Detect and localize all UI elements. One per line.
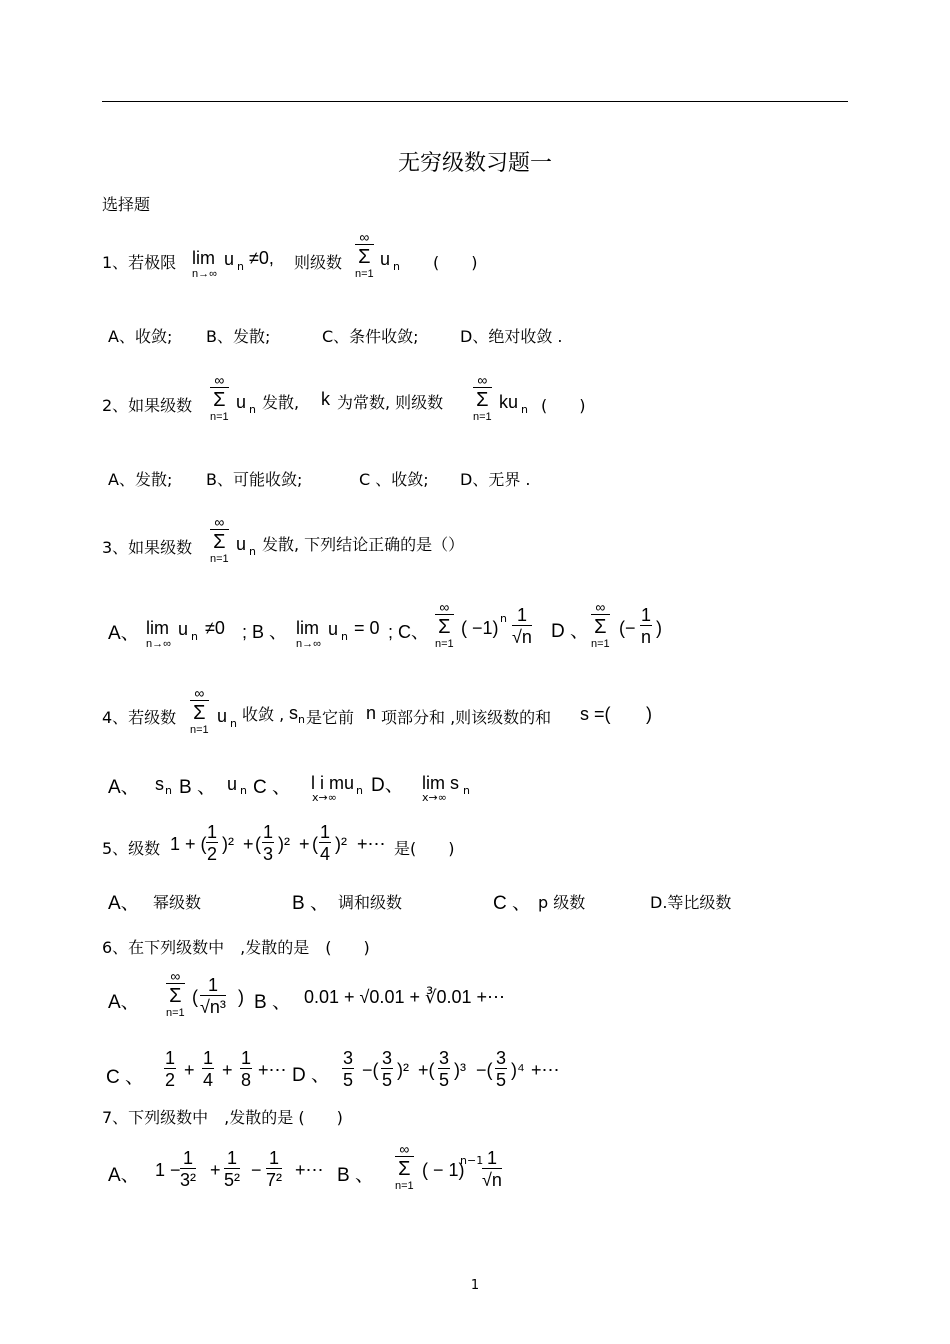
limit-expression: lim n→∞ <box>192 248 217 280</box>
summation-symbol: ∞ Σ n=1 <box>473 372 492 423</box>
fraction: $\frac{1}{3}$ <box>263 822 274 864</box>
section-heading: 选择题 <box>102 195 151 214</box>
option-a: A、 <box>108 777 140 798</box>
option-b: B、可能收敛; <box>206 470 303 489</box>
document-page: 无穷级数习题一 选择题 1、若极限 lim n→∞ u n ≠0, 则级数 ∞ Σ n=1 u n ( ) A、收敛; B、发散; C、条件收敛; D、绝对收敛 . 2、如果级数 ∞ Σ n=1 u n 发散, k 为常数, 则级数 ∞ Σ n=1 ku n ( ) A、发散; B、可能收敛; C 、收敛; D、无界 . 3、如果级数 ∞ Σ n=1 u n 发散, 下列结论正确的是（） A、 lim n→∞ u n ≠0 ; B 、 lim n→∞ u n = 0 ; C、 ∞ Σ n=1 ( −1) n $\frac{1}{√n}$ D 、 ∞ Σ n=1 (− $\frac{1}{n}$ ) 4、若级数 ∞ Σ n=1 u n 收敛 , s n 是它前 n 项部分和 ,则该级数的和 s =( ) A、 s n B 、 u n C 、 l i mu n x→∞ D、 lim s n x→∞ 5、级数 1 + ( $\frac{1}{2}$ )² + ( $\frac{1}{3}$ )² + ( $\frac{1}{4}$ )² +⋯ 是( ) A、 幂级数 B 、 调和级数 C 、 p 级数 D.等比级数 6、在下列级数中 ,发散的是 ( ) A、 ∞ Σ n=1 ( $\frac{1}{\text{√n³}}$ ) B 、 0.01 + √0.01 + ∛0.01 +⋯ C 、 $\frac{1}{2}$ + $\frac{1}{4}$ + $\frac{1}{8}$ +⋯ D 、 $\frac{3}{5}$ −( $\frac{3}{5}$ )² +( $\frac{3}{5}$ )³ −( $\frac{3}{5}$ )⁴ +⋯ 7、下列级数中 ,发散的是 ( ) A、 1 − $\frac{1}{\text{3²}}$ + $\frac{1}{\text{5²}}$ − $\frac{1}{\text{7²}}$ +⋯ B 、 ∞ Σ n=1 ( − 1) n−1 $\frac{1}{√n}$ 1 <box>0 0 950 1344</box>
summation-symbol: ∞ Σ n=1 <box>395 1141 414 1192</box>
fraction: $\frac{1}{\text{7²}}$ <box>266 1148 283 1190</box>
fraction: $\frac{1}{n}$ <box>641 605 652 647</box>
fraction: $\frac{1}{√n}$ <box>512 605 532 647</box>
option-b: B 、 <box>179 777 216 798</box>
option-d: D、 <box>371 775 404 796</box>
option-a: A、收敛; <box>108 327 173 346</box>
option-c: C 、 <box>253 777 292 798</box>
option-d: D、绝对收敛 . <box>460 327 563 346</box>
option-c: C 、 <box>106 1067 145 1088</box>
option-a: A、 <box>108 1165 140 1186</box>
page-title: 无穷级数习题一 <box>397 151 552 176</box>
summation-symbol: ∞ Σ n=1 <box>210 514 229 565</box>
option-d: D、无界 . <box>460 470 531 489</box>
option-b: B 、 <box>337 1165 374 1186</box>
header-rule <box>102 101 848 102</box>
option-b: ; B 、 <box>242 622 288 642</box>
fraction: $\frac{1}{2}$ <box>165 1048 176 1090</box>
fraction: $\frac{1}{\text{5²}}$ <box>224 1148 241 1190</box>
fraction: $\frac{3}{5}$ <box>382 1048 393 1090</box>
fraction: $\frac{1}{\text{√n³}}$ <box>200 975 226 1017</box>
fraction: $\frac{1}{4}$ <box>203 1048 214 1090</box>
option-d: D 、 <box>551 621 590 642</box>
option-b: B 、 <box>254 992 291 1013</box>
summation-symbol: ∞ Σ n=1 <box>210 372 229 423</box>
summation-symbol: ∞ Σ n=1 <box>190 685 209 736</box>
limit-expression: lim n→∞ <box>146 618 171 650</box>
summation-symbol: ∞ Σ n=1 <box>355 229 374 280</box>
fraction: $\frac{3}{5}$ <box>439 1048 450 1090</box>
option-a: A、发散; <box>108 470 173 489</box>
option-b: B、发散; <box>206 327 271 346</box>
option-c: C 、 <box>493 893 532 914</box>
option-c: C、条件收敛; <box>322 327 419 346</box>
option-c: C 、收敛; <box>359 470 429 489</box>
limit-expression: lim n→∞ <box>296 618 321 650</box>
fraction: $\frac{1}{2}$ <box>207 822 218 864</box>
fraction: $\frac{1}{√n}$ <box>482 1148 502 1190</box>
page-number: 1 <box>470 1278 480 1293</box>
summation-symbol: ∞ Σ n=1 <box>591 599 610 650</box>
fraction: $\frac{1}{4}$ <box>320 822 331 864</box>
option-a: A、 <box>108 893 140 914</box>
option-c: ; C、 <box>388 622 430 642</box>
fraction: $\frac{1}{\text{3²}}$ <box>180 1148 197 1190</box>
fraction: $\frac{3}{5}$ <box>496 1048 507 1090</box>
option-b: B 、 <box>292 893 329 914</box>
option-a: A、 <box>108 623 140 644</box>
fraction: $\frac{1}{8}$ <box>241 1048 252 1090</box>
summation-symbol: ∞ Σ n=1 <box>166 968 185 1019</box>
fraction: $\frac{3}{5}$ <box>343 1048 354 1090</box>
option-d: D 、 <box>292 1065 331 1086</box>
summation-symbol: ∞ Σ n=1 <box>435 599 454 650</box>
option-d: D.等比级数 <box>650 893 732 912</box>
option-a: A、 <box>108 992 140 1013</box>
